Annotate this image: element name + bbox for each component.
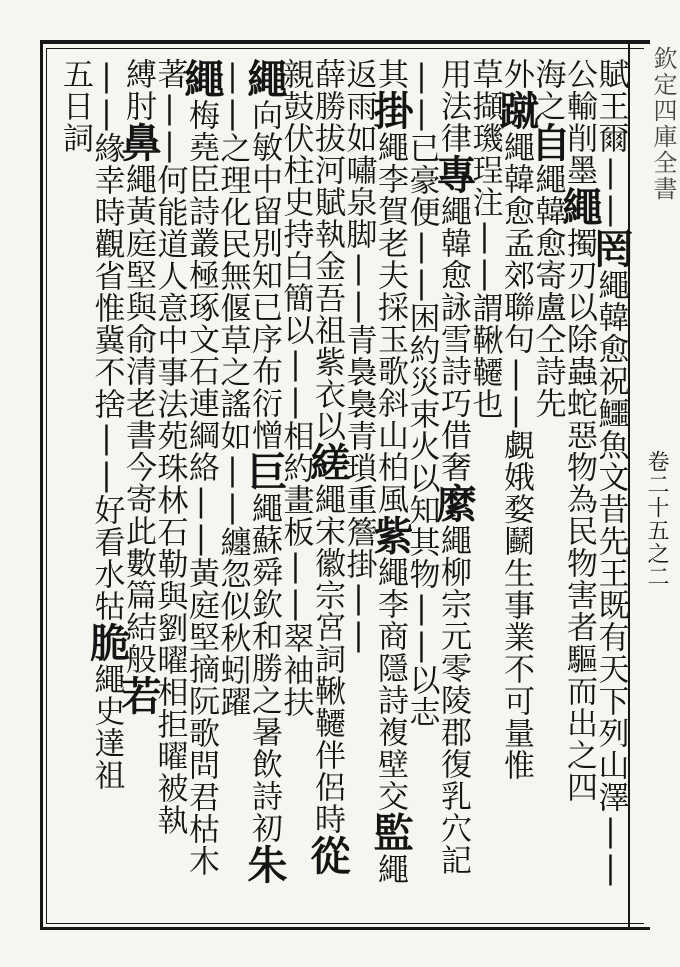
text-run: 薛勝拔河賦執金吾祖紫衣以 [309,58,345,442]
text-run: 海之 [529,58,566,122]
headword: 紫 [367,515,414,556]
headword: 脆 [83,622,131,663]
text-run: 擉刃以除蟲蛇惡物為民物害者驅而出之四 [561,227,597,803]
text-run: 五日詞 [57,58,93,154]
side-margin [628,40,680,930]
text-run: 親鼓伏柱史持白簡以|| [277,58,314,420]
text-run: 縛肘 [120,58,156,122]
text-run: 相約畫板||翠袖扶 [277,420,314,718]
headword: 繩 [556,186,603,227]
text-run: 繩黃庭堅與俞清老書今寄此數篇結般 [120,163,156,675]
text-run: 繩韓愈孟郊聯句||覷娥婺鬬生事業不可量惟 [498,131,534,781]
text-run: 向敏中留別知已序布衍憎 [246,99,282,451]
text-run: 繩 [372,853,408,885]
headword: 朱 [241,844,288,885]
text-run: 繩韓愈詠雪詩巧借奢 [435,195,471,483]
headword: 繩 [241,58,288,99]
text-run: ||之理化民無偃草之謠 [214,58,251,420]
headword: 監 [367,812,414,853]
headword: 自 [524,122,572,163]
text-run: 繩韓愈寄盧仝詩先 [529,163,566,419]
text-run: 梅堯臣詩叢極琢文石連綱絡||黃庭堅摘阮歌問君枯木 [183,99,219,877]
text-run: 青瑣重簷掛|| [340,420,377,654]
text-run: 繩李賀老夫採玉歌斜山柏風 [372,131,408,515]
text-run: 繩韓愈祝鱷魚文昔先王既有天下列山澤|| [592,269,629,887]
text-run: 如||纏忽似秋蚓躍 [214,420,251,718]
text-run: 繩柳宗元零陵郡復乳穴記 [435,524,471,876]
headword: 繩 [178,58,225,99]
headword: 從 [304,835,351,876]
text-run: || [88,58,125,132]
text-run: 賦王爾 [592,58,629,154]
text-run: ||已 [403,58,440,164]
text-run: 繩李商隱詩複壁交 [372,556,408,812]
headword: 縻 [430,483,477,524]
headword: 專 [430,154,477,195]
text-run: 公輸削墨 [561,58,597,186]
text-run: 繩宋徽宗宮詞鞦韆伴侶時 [309,483,345,835]
text-run: 其 [372,58,408,90]
text-run: 豪便||困約災 [403,164,440,398]
text-run: 繩蘇舜欽和勝之暑飲詩初 [246,492,282,844]
book-title: 欽定四庫全書 [649,46,677,202]
headword: 巨 [241,451,288,492]
text-run: || [592,154,629,228]
text-run: 用法律 [435,58,471,154]
headword: 鼻 [115,122,162,163]
text-run: 草擷璣珵注||謂鞦韆也 [466,58,503,420]
text-run: 束火以知其物||以志 [403,398,440,728]
volume-label: 卷二十五之二 [644,450,669,588]
text-run: 緣幸時觀省惟冀不捨||好看水牯 [88,132,125,622]
headword: 若 [115,675,162,716]
text-run: 繩史達祖 [88,663,125,791]
text-run: 著||何能道人意中事法苑珠林石勒與劉曜相拒曜被執 [151,58,188,836]
text-run: 外 [498,58,534,90]
headword: 罔 [587,228,635,269]
text-column [51,58,99,918]
headword: 蹴 [493,90,540,131]
text-run: 雨如嘯泉脚||青裊裊 [340,90,377,420]
headword: 掛 [367,90,414,131]
headword: 縒 [304,442,351,483]
text-run: 返 [340,58,377,90]
